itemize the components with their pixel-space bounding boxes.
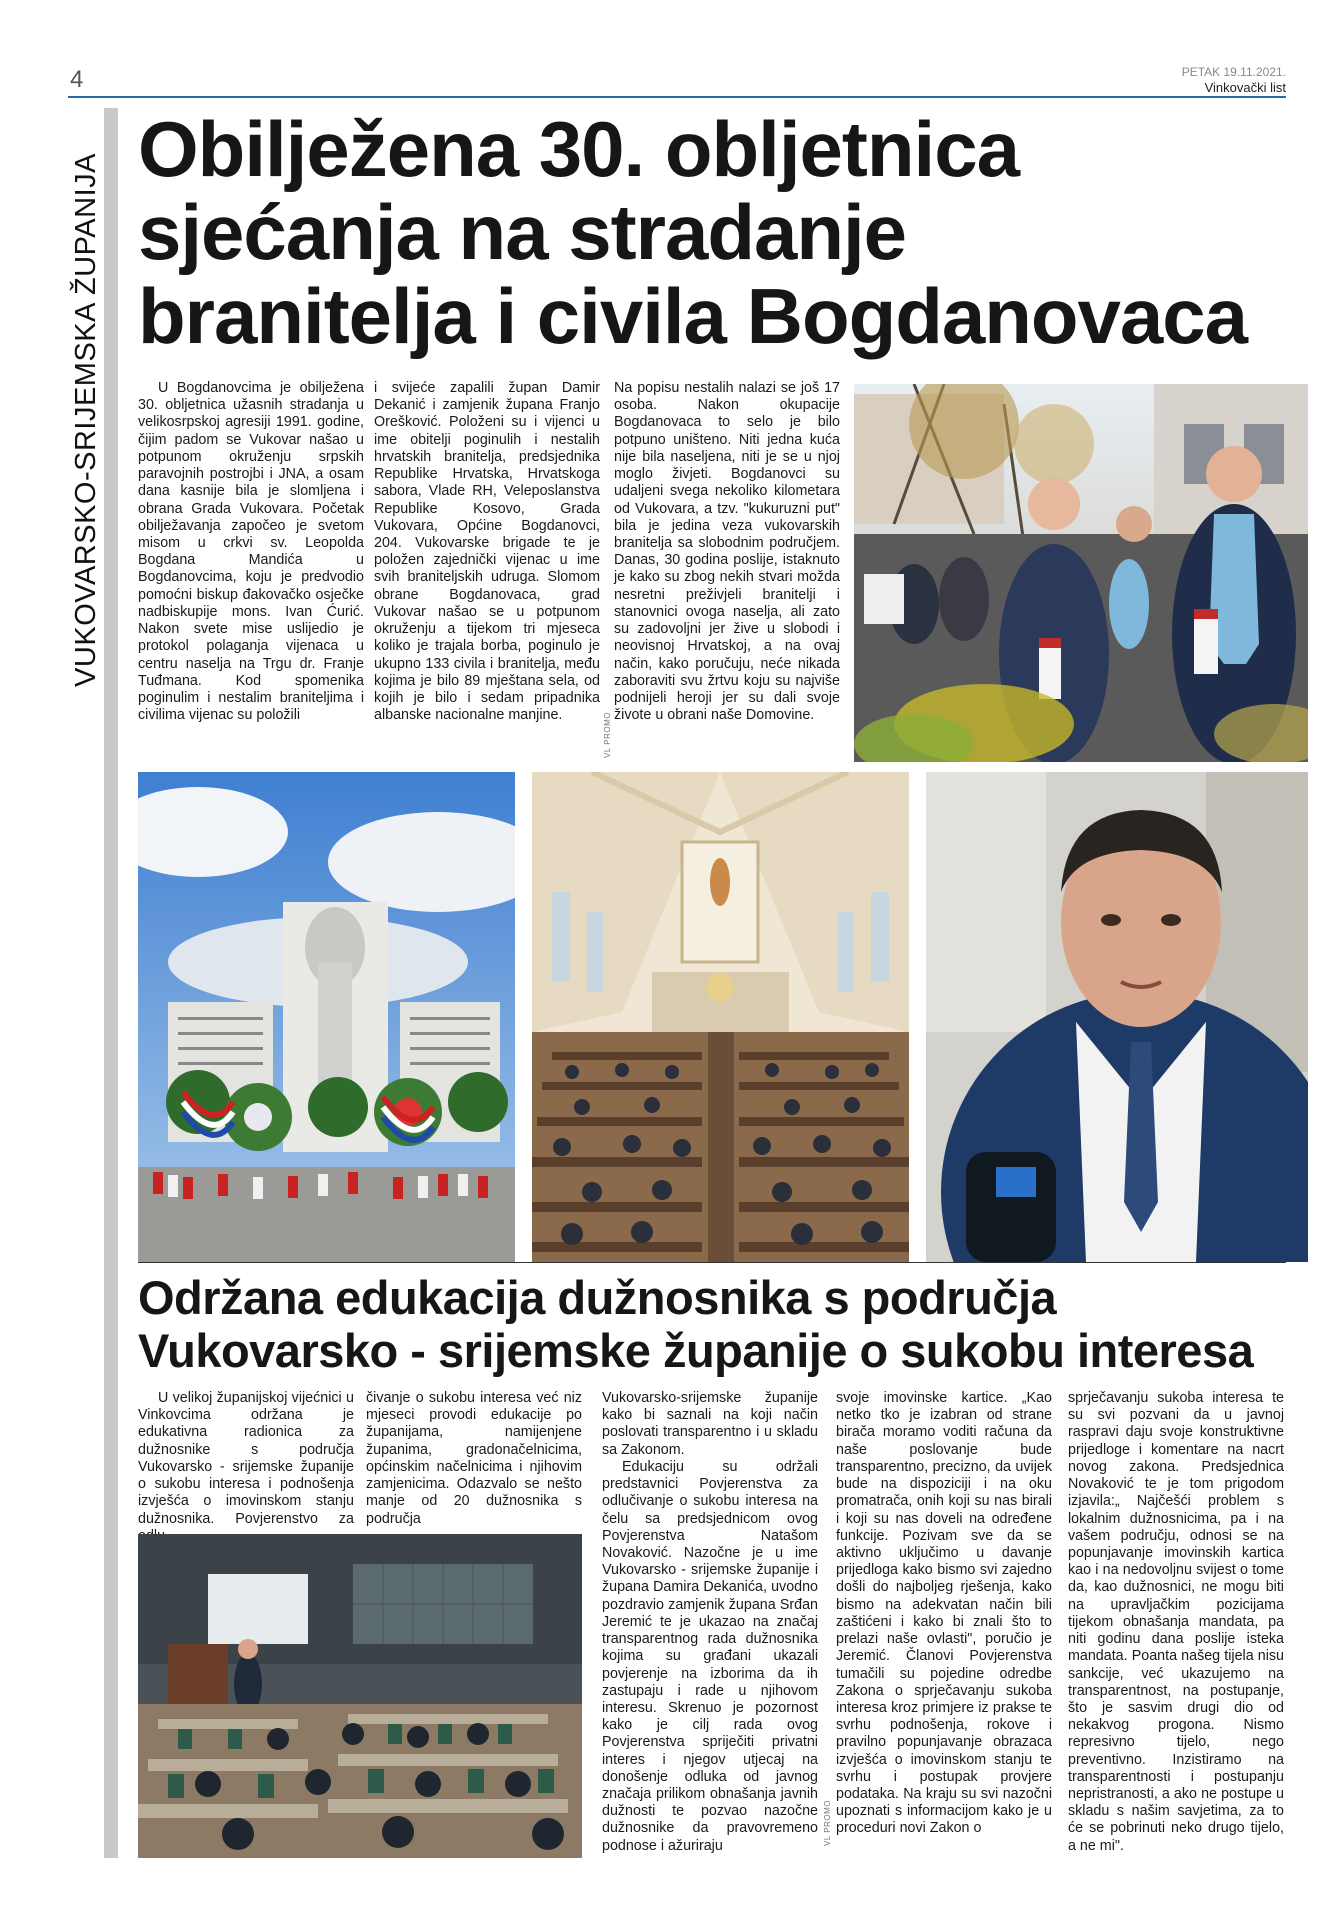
headline-line-3: branitelja i civila Bogdanovaca (138, 271, 1248, 360)
article-divider (138, 1262, 1286, 1263)
article2-paragraph-5: sprječavanju sukoba interesa te su svi pozvani da u javnoj raspravi daju svoje konstruktivne prijedloge i komentare na nacrt novog zakona. Predsjednica Novaković te je tom prigodom izjavila:„ Najčešći problem s lokalnim dužnosnicima, pa i na vašem području, odnosi se na popunjavanje imovinskih kartica kao i na nedovoljnu svijest o tome da, kao dužnosnici, ne mogu biti na upravljačkim pozicijama tijekom obnašanja mandata, pa niti godinu dana poslije isteka mandata. Poanta našeg tijela nisu sankcije, već ukazujemo na transparentnost, na postupanje, što je sasvim drugi dio od nekakvog progona. Nismo represivno tijelo, nego preventivno. Inzistiramo na transparentnosti i postupanju nepristranosti, a ako ne postupe u skladu s našim savjetima, za to će se pobrinuti neko drugo tijelo, a ne mi". (1068, 1390, 1284, 1854)
article2-paragraph-3a: Vukovarsko-srijemske županije kako bi saznali na koji način poslovati transparentno i u skladu sa Zakonom. (602, 1390, 818, 1458)
article2-column-3 (602, 1390, 818, 1855)
headline-line-2: sjećanja na stradanje (138, 188, 907, 277)
newspaper-name: Vinkovački list (1204, 80, 1286, 95)
photo-council-hall-workshop (138, 1534, 582, 1858)
section-label (70, 110, 102, 730)
article2-column-4 (836, 1390, 1052, 1838)
article1-column-3 (614, 380, 840, 724)
photo-memorial-monument (138, 772, 515, 1262)
article1-column-1 (138, 380, 364, 724)
article2-column-1 (138, 1390, 354, 1545)
article2-paragraph-1: U velikoj županijskoj vijećnici u Vinkovcima održana je edukativna radionica za dužnosnike s područja Vukovarsko - srijemske županije o sukobu interesa i podnošenja izvješća o imovinskom stanju dužnosnika. Povjerenstvo za (138, 1390, 354, 1527)
article1-paragraph-1: U Bogdanovcima je obilježena 30. obljetnica užasnih stradanja u velikosrpskoj agresiji 1991. godine, čijim padom se Vukovar našao u potpunom okruženju srpskih paravojnih postrojbi i JNA, a osam dana kasnije bila je slomljena i obrana Grada Vukovara. Početak obilježavanja započeo je svetom misom u crkvi sv. Leopolda Bogdana Mandića u Bogdanovcima, koju je predvodio pomoćni biskup đakovačko osječke nadbiskupije mons. Ivan Ćurić. Nakon svete mise uslijedio je protokol polaganja vijenaca u centru naselja na Trgu dr. Franje Tuđmana. Kod spomenika poginulim i nestalim braniteljima i civilima vijenac su položili (138, 380, 364, 724)
section-side-bar (104, 108, 118, 1858)
article1-paragraph-2: i svijeće zapalili župan Damir Dekanić i zamjenik župana Franjo Orešković. Položeni su i vijenci u ime obitelji poginulih i nestalih hrvatskih branitelja, predsjednika Republike Hrvatska, Hrvatskoga sabora, Vlade RH, Veleposlanstva Republike Kosovo, Grada Vukovara, Općine Bogdanovci, 204. Vukovarske brigade te je položen zajednički vijenac u ime svih braniteljskih udruga. Slomom obrane Bogdanovaca, grad Vukovar našao se u potpunom okruženju a tijekom tri mjeseca koliko je trajala borba, poginulo je ukupno 133 civila i branitelja, među kojima je bilo 89 mještana sela, od kojih je bilo i sedam pripadnika albanske nacionalne manjine. (374, 380, 600, 724)
photo-official-interview (926, 772, 1308, 1262)
headline-line-1: Obilježena 30. obljetnica (138, 105, 1019, 193)
article2-headline (138, 1272, 1288, 1377)
photo-church-interior (532, 772, 909, 1262)
headline2-line-1: Održana edukacija dužnosnika s područja (138, 1271, 1057, 1324)
article2-paragraph-2: čivanje o sukobu interesa već niz mjeseci provodi edukacije po županijama, namijenjene županima, gradonačelnicima, općinskim načelnicima i njihovim zamjenicima. Odazvalo se nešto manje od 20 dužnosnika s područja (366, 1390, 582, 1527)
article1-column-2 (374, 380, 600, 724)
section-label-text: VUKOVARSKO-SRIJEMSKA ŽUPANIJA (69, 153, 102, 687)
article1-headline (138, 105, 1288, 360)
article1-paragraph-3: Na popisu nestalih nalazi se još 17 osoba. Nakon okupacije Bogdanovaca to selo je bilo potpuno uništeno. Niti jedna kuća nije bila naseljena, niti je se u njoj moglo živjeti. Bogdanovci su udaljeni svega nekoliko kilometara od Vukovara, a tzv. "kukuruzni put" bila je jedina veza vukovarskih branitelja sa slobodnim područjem. Danas, 30 godina poslije, istaknuto je kako su zbog nekih stvari možda nesretni preživjeli branitelji i stanovnici ovoga naselja, ali zato su zadovoljni jer žive u slobodi i neovisnoj Hrvatskoj, a na ovaj način, kako poručuju, neće nikada zaboraviti svu žrtvu koju su najviše podnijeli heroji jer su dali svoje živote u obrani naše Domovine. (614, 380, 840, 724)
article2-column-2 (366, 1390, 582, 1528)
page-number: 4 (70, 66, 84, 93)
header-rule (68, 96, 1286, 98)
headline2-line-2: Vukovarsko - srijemske županije o sukobu interesa (138, 1323, 1254, 1377)
article2-paragraph-4: svoje imovinske kartice. „Kao netko tko je izabran od strane birača moramo voditi računa da naše poslovanje bude transparentno, precizno, da uvijek bude na dispoziciji i na oku promatrača, onih koji su nas birali i koji su nas doveli na određene funkcije. Pozivam sve da se aktivno uključimo u davanje prijedloga kako bismo svi zajedno došli do najboljeg rješenja, kako bismo na adekvatan način bili zaštićeni i kako bi znali što to prelazi naše ovlasti", poručio je Jeremić. Članovi Povjerenstva tumačili su pojedine odredbe Zakona o sprječavanju sukoba interesa kroz primjere iz prakse te svrhu podnošenja, rokove i pravilno popunjavanje obrazaca izvješća o imovinskom stanju te svrhu i postupak provjere podataka. Na kraju su svi nazočni upoznati s informacijom kako je u proceduri novi Zakon o (836, 1390, 1052, 1837)
issue-date: PETAK 19.11.2021. (1181, 65, 1286, 79)
photo-officials-with-candles (854, 384, 1308, 762)
article2-paragraph-3b: Edukaciju su održali predstavnici Povjerenstva za odlučivanje o sukobu interesa na čelu sa predsjednicom ovog Povjerenstva Natašom Novaković. Nazočne je u ime Vukovarsko - srijemske županije i župana Damira Dekanića, uvodno pozdravio zamjenik župana Srđan Jeremić te je ukazao na značaj transparentnog rada dužnosnika kojima su građani ukazali povjerenje na izborima da ih zastupaju i rade u njihovom interesu. Skrenuo je pozornost kako je cilj rada ovog Povjerenstva spriječiti privatni interes i njegov utjecaj na donošenje odluka od javnog značaja prilikom obnašanja javnih dužnosti te pozvao nazočne dužnosnike da pravovremeno podnose i ažuriraju (602, 1458, 818, 1854)
article1-photo-credit: VL PROMO (603, 712, 612, 758)
article2-column-5 (1068, 1390, 1284, 1855)
article2-photo-credit: VL PROMO (823, 1800, 832, 1846)
